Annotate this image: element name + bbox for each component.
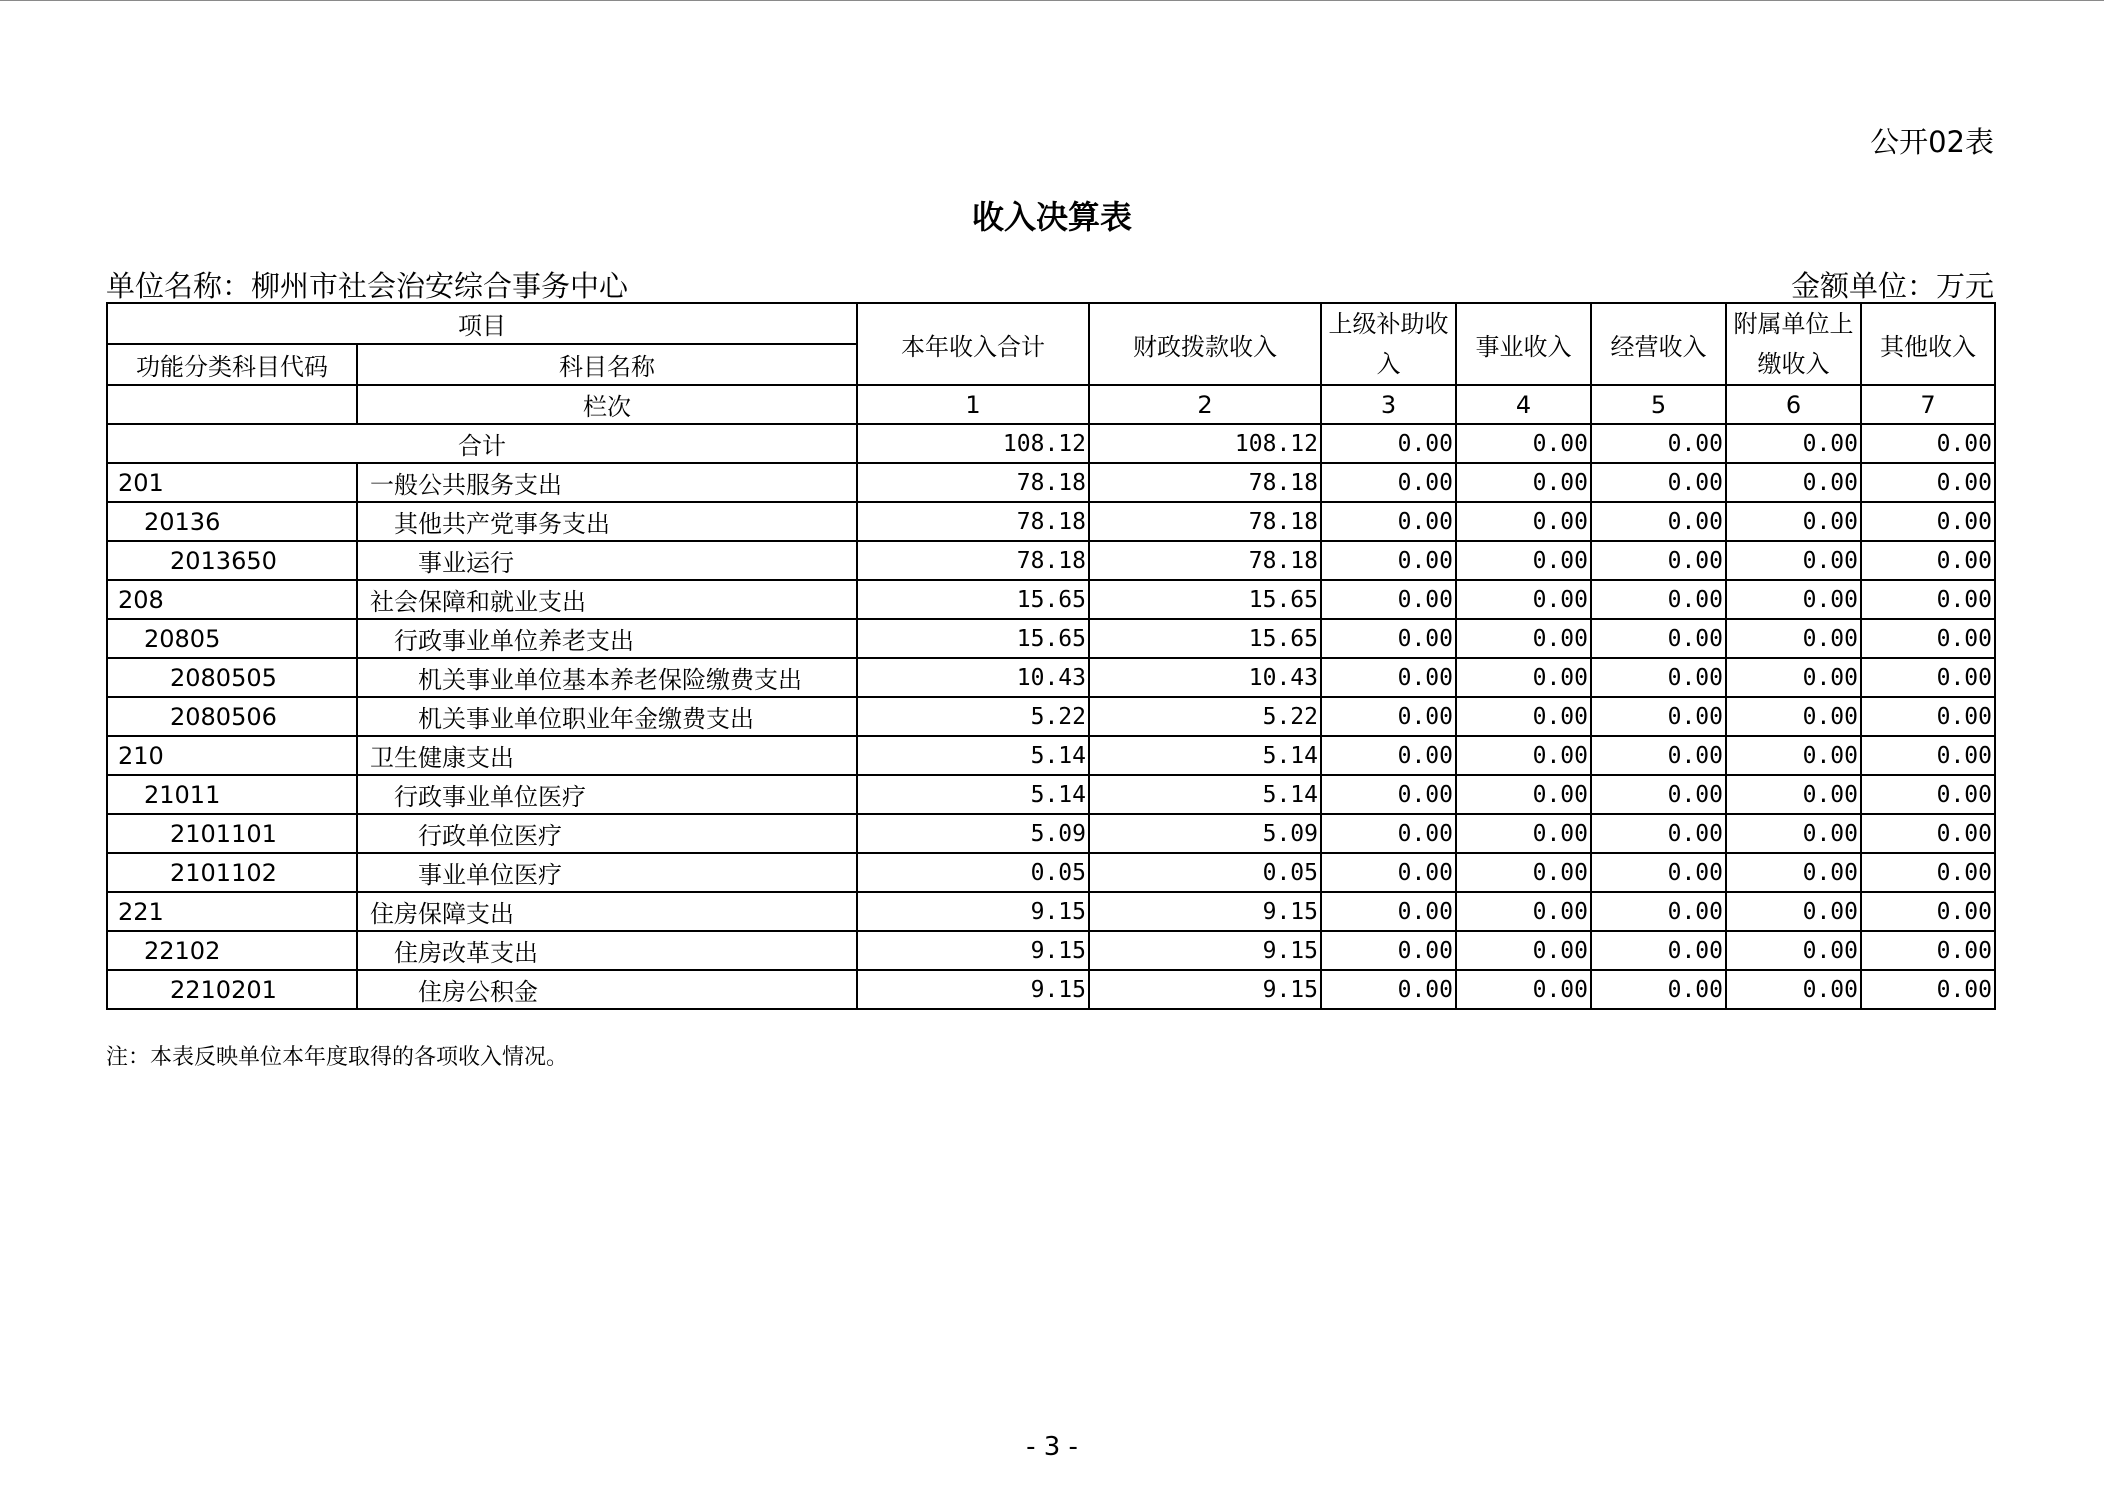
row-value: 15.65	[1089, 580, 1321, 619]
row-value: 0.00	[1726, 697, 1861, 736]
row-value: 5.14	[1089, 775, 1321, 814]
total-value: 108.12	[857, 424, 1089, 463]
row-value: 9.15	[1089, 970, 1321, 1009]
row-value: 0.00	[1456, 775, 1591, 814]
header-fiscal: 财政拨款收入	[1089, 303, 1321, 385]
table-row	[107, 619, 1995, 658]
row-subject-name: 事业运行	[357, 541, 857, 580]
row-subject-name: 行政事业单位医疗	[357, 775, 857, 814]
index-cell: 2	[1089, 385, 1321, 424]
row-value: 0.00	[1726, 931, 1861, 970]
row-value: 0.00	[1861, 736, 1995, 775]
row-value: 0.00	[1321, 775, 1456, 814]
row-value: 0.00	[1456, 541, 1591, 580]
table-row	[107, 697, 1995, 736]
total-value: 0.00	[1861, 424, 1995, 463]
row-value: 0.00	[1861, 463, 1995, 502]
table-row	[107, 970, 1995, 1009]
row-subject-name: 行政事业单位养老支出	[357, 619, 857, 658]
row-value: 0.00	[1591, 736, 1726, 775]
row-value: 78.18	[1089, 463, 1321, 502]
row-code: 208	[107, 580, 357, 619]
index-row	[107, 385, 1995, 424]
row-value: 0.00	[1591, 775, 1726, 814]
row-value: 5.22	[857, 697, 1089, 736]
row-value: 0.00	[1321, 619, 1456, 658]
index-cell: 4	[1456, 385, 1591, 424]
table-row	[107, 814, 1995, 853]
table-row	[107, 775, 1995, 814]
row-value: 0.00	[1726, 775, 1861, 814]
row-value: 0.00	[1861, 970, 1995, 1009]
row-subject-name: 一般公共服务支出	[357, 463, 857, 502]
row-code: 221	[107, 892, 357, 931]
row-value: 15.65	[857, 580, 1089, 619]
row-code: 2080506	[107, 697, 357, 736]
row-value: 0.00	[1456, 502, 1591, 541]
row-value: 9.15	[857, 931, 1089, 970]
row-value: 0.00	[1861, 931, 1995, 970]
row-subject-name: 社会保障和就业支出	[357, 580, 857, 619]
row-value: 0.00	[1726, 502, 1861, 541]
table-row	[107, 736, 1995, 775]
row-subject-name: 事业单位医疗	[357, 853, 857, 892]
row-value: 0.00	[1861, 775, 1995, 814]
total-value: 108.12	[1089, 424, 1321, 463]
row-value: 0.00	[1456, 892, 1591, 931]
row-value: 9.15	[1089, 931, 1321, 970]
row-value: 0.00	[1591, 697, 1726, 736]
index-cell: 6	[1726, 385, 1861, 424]
row-value: 78.18	[1089, 541, 1321, 580]
row-value: 0.00	[1456, 463, 1591, 502]
table-row	[107, 580, 1995, 619]
page-title: 收入决算表	[971, 198, 1132, 236]
row-code: 20136	[107, 502, 357, 541]
row-value: 0.00	[1321, 541, 1456, 580]
row-value: 0.00	[1861, 541, 1995, 580]
row-subject-name: 行政单位医疗	[357, 814, 857, 853]
row-value: 5.14	[857, 736, 1089, 775]
row-value: 5.22	[1089, 697, 1321, 736]
row-code: 2101102	[107, 853, 357, 892]
row-subject-name: 机关事业单位职业年金缴费支出	[357, 697, 857, 736]
header-subject-name: 科目名称	[357, 344, 857, 385]
row-value: 0.00	[1726, 970, 1861, 1009]
row-value: 0.00	[1591, 853, 1726, 892]
row-value: 0.00	[1321, 463, 1456, 502]
row-value: 0.00	[1456, 853, 1591, 892]
row-code: 20805	[107, 619, 357, 658]
row-subject-name: 住房改革支出	[357, 931, 857, 970]
table-row	[107, 658, 1995, 697]
row-value: 0.00	[1726, 541, 1861, 580]
row-code: 210	[107, 736, 357, 775]
row-value: 0.00	[1726, 580, 1861, 619]
index-cell: 3	[1321, 385, 1456, 424]
row-value: 78.18	[857, 541, 1089, 580]
header-superior: 上级补助收入	[1321, 303, 1456, 385]
row-value: 0.00	[1321, 580, 1456, 619]
row-value: 0.00	[1456, 931, 1591, 970]
total-value: 0.00	[1591, 424, 1726, 463]
total-row	[107, 424, 1995, 463]
row-value: 0.00	[1591, 502, 1726, 541]
row-value: 10.43	[857, 658, 1089, 697]
row-value: 0.00	[1726, 853, 1861, 892]
row-value: 0.00	[1591, 541, 1726, 580]
row-value: 0.00	[1861, 619, 1995, 658]
unit-name: 单位名称：柳州市社会治安综合事务中心	[106, 269, 629, 303]
total-label: 合计	[107, 424, 857, 463]
total-value: 0.00	[1321, 424, 1456, 463]
row-value: 0.00	[1591, 619, 1726, 658]
row-code: 2013650	[107, 541, 357, 580]
table-row	[107, 892, 1995, 931]
row-value: 0.00	[1591, 892, 1726, 931]
row-value: 78.18	[1089, 502, 1321, 541]
row-subject-name: 住房保障支出	[357, 892, 857, 931]
row-code: 2080505	[107, 658, 357, 697]
row-value: 0.00	[1726, 619, 1861, 658]
amount-unit: 金额单位：万元	[1790, 269, 1994, 303]
header-row-1	[107, 303, 1995, 344]
index-cell: 5	[1591, 385, 1726, 424]
row-value: 0.00	[1591, 580, 1726, 619]
header-business: 事业收入	[1456, 303, 1591, 385]
row-subject-name: 其他共产党事务支出	[357, 502, 857, 541]
index-label: 栏次	[357, 385, 857, 424]
row-value: 0.00	[1861, 580, 1995, 619]
row-code: 22102	[107, 931, 357, 970]
footnote: 注：本表反映单位本年度取得的各项收入情况。	[106, 1045, 569, 1070]
row-value: 9.15	[857, 892, 1089, 931]
row-value: 5.09	[857, 814, 1089, 853]
row-value: 9.15	[1089, 892, 1321, 931]
row-value: 0.00	[1591, 814, 1726, 853]
row-value: 78.18	[857, 463, 1089, 502]
row-value: 0.00	[1321, 892, 1456, 931]
row-value: 0.00	[1861, 697, 1995, 736]
income-statement-table	[106, 302, 1996, 1010]
row-value: 5.09	[1089, 814, 1321, 853]
row-value: 0.00	[1726, 463, 1861, 502]
row-value: 0.00	[1726, 892, 1861, 931]
row-value: 15.65	[1089, 619, 1321, 658]
row-code: 21011	[107, 775, 357, 814]
row-value: 9.15	[857, 970, 1089, 1009]
table-row	[107, 541, 1995, 580]
header-func-code: 功能分类科目代码	[107, 344, 357, 385]
row-value: 0.00	[1456, 697, 1591, 736]
header-other: 其他收入	[1861, 303, 1995, 385]
row-value: 0.00	[1591, 658, 1726, 697]
row-value: 0.00	[1861, 853, 1995, 892]
table-row	[107, 502, 1995, 541]
row-value: 0.00	[1456, 736, 1591, 775]
row-value: 0.00	[1726, 736, 1861, 775]
row-value: 78.18	[857, 502, 1089, 541]
row-subject-name: 卫生健康支出	[357, 736, 857, 775]
row-value: 5.14	[857, 775, 1089, 814]
row-value: 0.00	[1861, 892, 1995, 931]
row-value: 0.00	[1456, 658, 1591, 697]
row-value: 0.00	[1321, 658, 1456, 697]
row-value: 0.00	[1456, 970, 1591, 1009]
row-code: 2210201	[107, 970, 357, 1009]
row-value: 0.00	[1321, 931, 1456, 970]
row-value: 0.00	[1861, 502, 1995, 541]
header-total-income: 本年收入合计	[857, 303, 1089, 385]
row-value: 0.00	[1321, 970, 1456, 1009]
row-code: 2101101	[107, 814, 357, 853]
row-value: 0.00	[1861, 658, 1995, 697]
row-value: 0.05	[1089, 853, 1321, 892]
page-number: - 3 -	[1026, 1432, 1078, 1462]
row-value: 10.43	[1089, 658, 1321, 697]
table-row	[107, 463, 1995, 502]
row-value: 0.00	[1321, 502, 1456, 541]
total-value: 0.00	[1726, 424, 1861, 463]
row-value: 15.65	[857, 619, 1089, 658]
row-subject-name: 住房公积金	[357, 970, 857, 1009]
page-top-border	[0, 0, 2104, 1]
row-value: 0.00	[1456, 814, 1591, 853]
header-affiliated: 附属单位上缴收入	[1726, 303, 1861, 385]
index-blank-cell	[107, 385, 357, 424]
row-value: 0.00	[1591, 970, 1726, 1009]
row-value: 0.00	[1726, 814, 1861, 853]
row-value: 0.00	[1591, 931, 1726, 970]
table-row	[107, 853, 1995, 892]
row-value: 0.00	[1321, 697, 1456, 736]
table-row	[107, 931, 1995, 970]
row-value: 0.00	[1321, 853, 1456, 892]
row-value: 0.05	[857, 853, 1089, 892]
row-value: 0.00	[1726, 658, 1861, 697]
row-value: 0.00	[1321, 736, 1456, 775]
header-project: 项目	[107, 303, 857, 344]
index-cell: 7	[1861, 385, 1995, 424]
row-value: 0.00	[1321, 814, 1456, 853]
row-value: 0.00	[1861, 814, 1995, 853]
row-value: 0.00	[1456, 580, 1591, 619]
row-code: 201	[107, 463, 357, 502]
table-id: 公开02表	[1870, 125, 1994, 159]
row-value: 5.14	[1089, 736, 1321, 775]
row-value: 0.00	[1456, 619, 1591, 658]
row-subject-name: 机关事业单位基本养老保险缴费支出	[357, 658, 857, 697]
row-value: 0.00	[1591, 463, 1726, 502]
total-value: 0.00	[1456, 424, 1591, 463]
header-operating: 经营收入	[1591, 303, 1726, 385]
index-cell: 1	[857, 385, 1089, 424]
